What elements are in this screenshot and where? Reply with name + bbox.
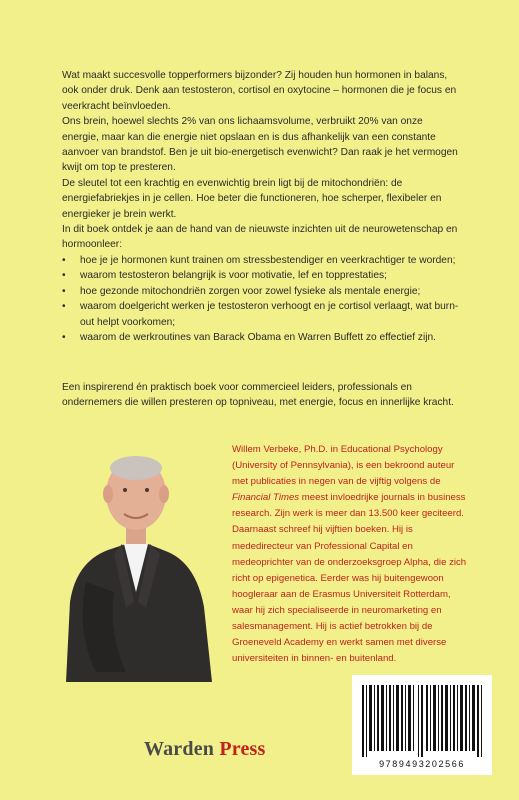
publisher-logo: Warden Press [144,738,266,760]
intro-paragraph-1: Wat maakt succesvolle topperformers bijzonder? Zij houden hun hormonen in balans, ook onder druk. Denk aan testosteron, cortisol en oxytocine – hormonen die je focus en veerkracht beïnvloeden. [62,70,457,112]
list-item: • waarom testosteron belangrijk is voor motivatie, lef en topprestaties; [62,268,462,283]
bullet-list [62,253,462,345]
intro-paragraph-4: In dit boek ontdek je aan de hand van de nieuwste inzichten uit de neurowetenschap en hormoonleer: [62,224,458,251]
intro-paragraph-3: De sleutel tot een krachtig en evenwichtig brein ligt bij de mitochondriën: de energiefabriekjes in je cellen. Hoe beter die functioneren, hoe scherper, flexibeler en energieker je brein werkt. [62,177,442,220]
list-item: • hoe gezonde mitochondriën zorgen voor zowel fysieke als mentale energie; [62,284,462,299]
isbn-number: 9789493202566 [379,759,465,769]
journal-name: Financial Times [232,492,300,504]
list-item: • waarom doelgericht werken je testosteron verhoogt en je cortisol verlaagt, wat burn-out helpt voorkomen; [62,299,462,330]
author-portrait [56,432,216,682]
isbn-barcode [352,675,492,775]
back-cover-description [62,68,462,357]
barcode-icon [360,685,484,757]
list-item: • waarom de werkroutines van Barack Obama en Warren Buffett zo effectief zijn. [62,330,462,345]
tagline: Een inspirerend én praktisch boek voor commercieel leiders, professionals en ondernemers die willen presteren op topniveau, met energie, focus en innerlijke kracht. [62,382,454,409]
author-bio: Willem Verbeke, Ph.D. in Educational Psychology (University of Pennsylvania), is een bekroond auteur met publicaties in negen van de vijftig volgens de Financial Times meest invloedrijke journals in business research. Zijn werk is meer dan 13.500 keer geciteerd. Daarnaast schreef hij vijftien boeken. Hij is mededirecteur van Professional Capital en medeoprichter van de onderzoeksgroep Alpha, die zich richt op epigenetica. Eerder was hij buitengewoon hoogleraar aan de Erasmus Universiteit Rotterdam, waar hij zich specialiseerde in neuromarketing en salesmanagement. Hij is actief betrokken bij de Groeneveld Academy en werkt samen met diverse universiteiten in binnen- en buitenland. [232,444,467,665]
list-item: • hoe je je hormonen kunt trainen om stressbestendiger en veerkrachtiger te worden; [62,253,462,268]
intro-paragraph-2: Ons brein, hoewel slechts 2% van ons lichaamsvolume, verbruikt 20% van onze energie, maar kan die energie niet opslaan en is dus afhankelijk van een constante aanvoer van brandstof. Ben je uit bio-energetisch evenwicht? Dan raak je het vermogen kwijt om top te presteren. [62,116,458,174]
